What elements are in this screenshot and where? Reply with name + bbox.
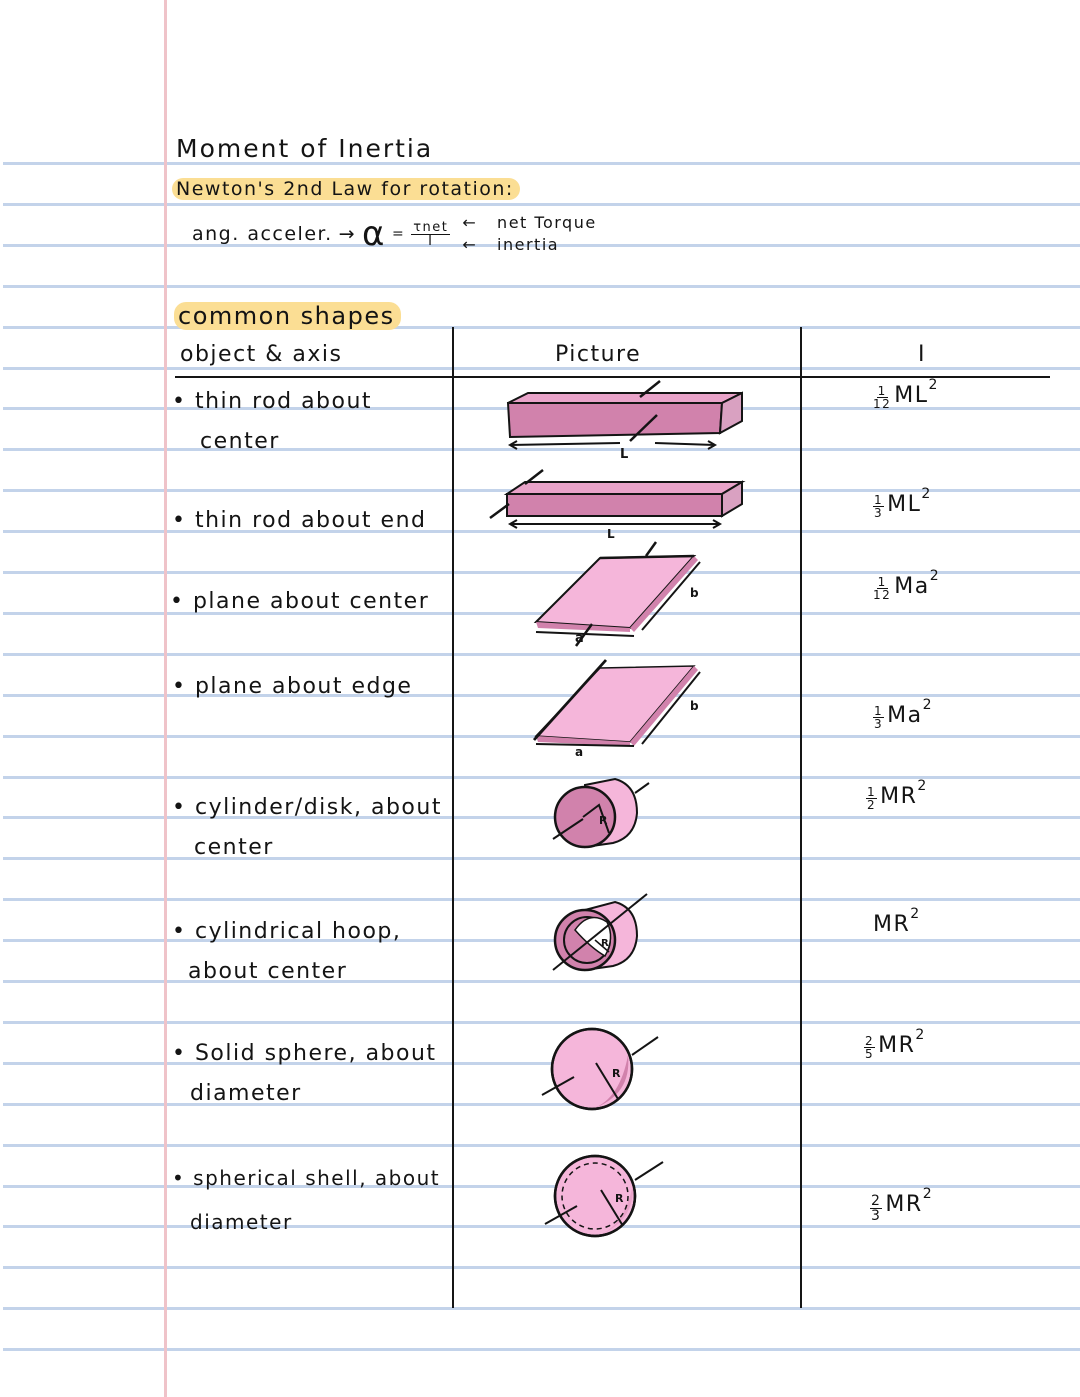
dim-label-R: R — [612, 1067, 621, 1080]
dim-label-R: R — [615, 1192, 624, 1205]
formula-plane-edge: 1 3 Ma $^2$ — [874, 697, 934, 731]
highlighted-section-heading: common shapes — [174, 302, 401, 330]
net-torque-note: net Torque — [497, 213, 597, 232]
solid-sphere-picture — [540, 1025, 660, 1115]
dim-label-b: b — [690, 699, 699, 713]
rotation-formula — [192, 212, 597, 256]
row-label-plane-center: • plane about center — [170, 589, 430, 614]
table-header-rule — [175, 376, 1050, 378]
formula-hoop: MR $^2$ — [873, 906, 921, 937]
header-inertia: I — [918, 342, 926, 367]
section-heading — [174, 302, 401, 330]
formula-cylinder: 1 2 MR $^2$ — [867, 778, 928, 812]
denominator: I — [428, 233, 434, 249]
row-label-thin-rod-end: • thin rod about end — [172, 508, 427, 533]
header-picture: Picture — [555, 342, 642, 367]
plate-center-axis-picture — [530, 540, 710, 650]
torque-over-inertia-fraction — [411, 221, 450, 248]
row-label-solid-sphere: • Solid sphere, about diameter — [172, 1041, 437, 1106]
table-divider-1 — [452, 327, 454, 1308]
dim-label-b: b — [690, 586, 699, 600]
solid-cylinder-picture — [545, 775, 655, 855]
inertia-note: inertia — [497, 235, 560, 254]
rod-end-axis-picture — [485, 470, 760, 540]
formula-spherical-shell: 2 3 MR $^2$ — [871, 1186, 934, 1224]
row-label-thin-rod-center: • thin rod about center — [172, 389, 373, 454]
formula-thin-rod-end: 1 3 ML $^2$ — [874, 486, 932, 520]
highlighted-heading: Newton's 2nd Law for rotation: — [172, 178, 520, 200]
row-label-spherical-shell: • spherical shell, about diameter — [172, 1166, 441, 1234]
alpha-symbol: α — [362, 214, 386, 254]
arrow-left-icon: ← — [462, 235, 478, 254]
dim-label-R: R — [601, 938, 609, 949]
row-label-hoop: • cylindrical hoop, about center — [172, 919, 402, 984]
arrow-left-icon: ← — [462, 213, 478, 232]
row-label-plane-edge: • plane about edge — [172, 674, 413, 699]
dim-label-L: L — [620, 447, 629, 462]
rod-center-axis-picture — [490, 385, 760, 460]
equals-sign: = — [391, 226, 406, 242]
arrow-right-icon: → — [338, 223, 357, 245]
newtons-law-heading — [172, 178, 520, 200]
ang-accel-label: ang. acceler. — [192, 223, 333, 245]
row-label-cylinder: • cylinder/disk, about center — [172, 795, 442, 860]
dim-label-a: a — [575, 745, 584, 759]
header-object-axis: object & axis — [180, 342, 343, 367]
formula-thin-rod-center: 1 12 ML $^2$ — [873, 377, 939, 411]
spherical-shell-picture — [543, 1150, 665, 1240]
plate-edge-axis-picture — [530, 658, 710, 758]
formula-annotations — [462, 212, 596, 256]
margin-line — [164, 0, 167, 1397]
dim-label-L: L — [607, 527, 615, 541]
page-title: Moment of Inertia — [176, 134, 434, 163]
hoop-picture — [545, 890, 655, 980]
formula-plane-center: 1 12 Ma $^2$ — [873, 568, 941, 602]
dim-label-a: a — [575, 631, 584, 646]
table-divider-2 — [800, 327, 802, 1308]
formula-solid-sphere: 2 5 MR $^2$ — [865, 1027, 926, 1061]
numerator: τnet — [413, 219, 449, 235]
dim-label-R: R — [599, 814, 608, 827]
